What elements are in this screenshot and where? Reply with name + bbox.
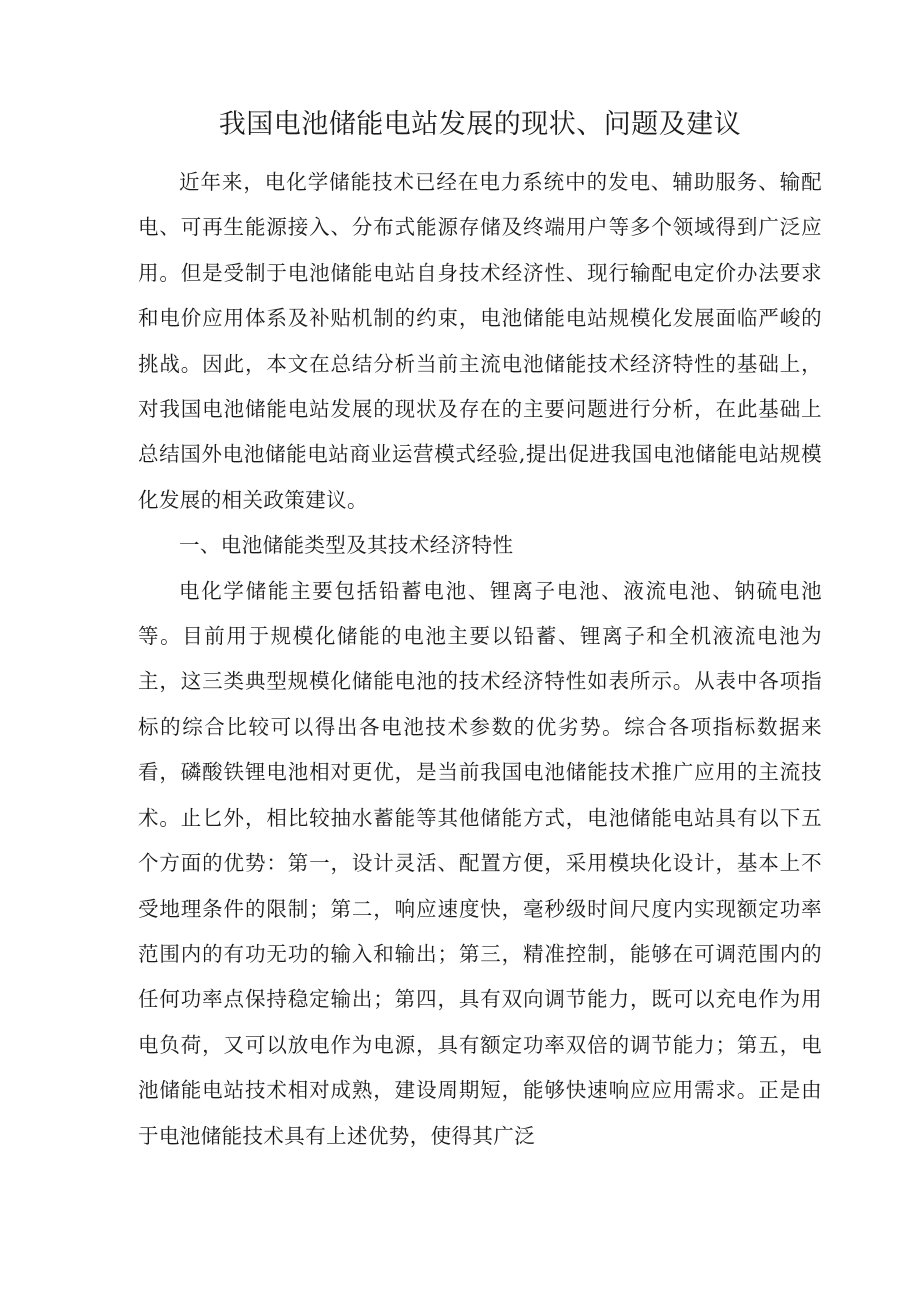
section-1-paragraph: 电化学储能主要包括铅蓄电池、锂离子电池、液流电池、钠硫电池等。目前用于规模化储能的电池主要以铅蓄、锂离子和全机液流电池为主，这三类典型规模化储能电池的技术经济特性如表所示。从表中各项指标的综合比较可以得出各电池技术参数的优劣势。综合各项指标数据来看，磷酸铁锂电池相对更优，是当前我国电池储能技术推广应用的主流技术。止匕外，相比较抽水蓄能等其他储能方式，电池储能电站具有以下五个方面的优势：第一，设计灵活、配置方便，采用模块化设计，基本上不受地理条件的限制；第二，响应速度快，毫秒级时间尺度内实现额定功率范围内的有功无功的输入和输出；第三，精准控制，能够在可调范围内的任何功率点保持稳定输出；第四，具有双向调节能力，既可以充电作为用电负荷，又可以放电作为电源，具有额定功率双倍的调节能力；第五，电池储能电站技术相对成熟，建设周期短，能够快速响应应用需求。正是由于电池储能技术具有上述优势，使得其广泛: [138, 578, 822, 1148]
document-title: 我国电池储能电站发展的现状、问题及建议: [218, 109, 742, 140]
document-page: [138, 100, 822, 1159]
intro-paragraph: 近年来，电化学储能技术已经在电力系统中的发电、辅助服务、输配电、可再生能源接入、分布式能源存储及终端用户等多个领域得到广泛应用。但是受制于电池储能电站自身技术经济性、现行输配电定价办法要求和电价应用体系及补贴机制的约束，电池储能电站规模化发展面临严峻的挑战。因此，本文在总结分析当前主流电池储能技术经济特性的基础上，对我国电池储能电站发展的现状及存在的主要问题进行分析，在此基础上总结国外电池储能电站商业运营模式经验,提出促进我国电池储能电站规模化发展的相关政策建议。: [138, 170, 822, 512]
section-heading-1: 一、电池储能类型及其技术经济特性: [179, 533, 514, 558]
